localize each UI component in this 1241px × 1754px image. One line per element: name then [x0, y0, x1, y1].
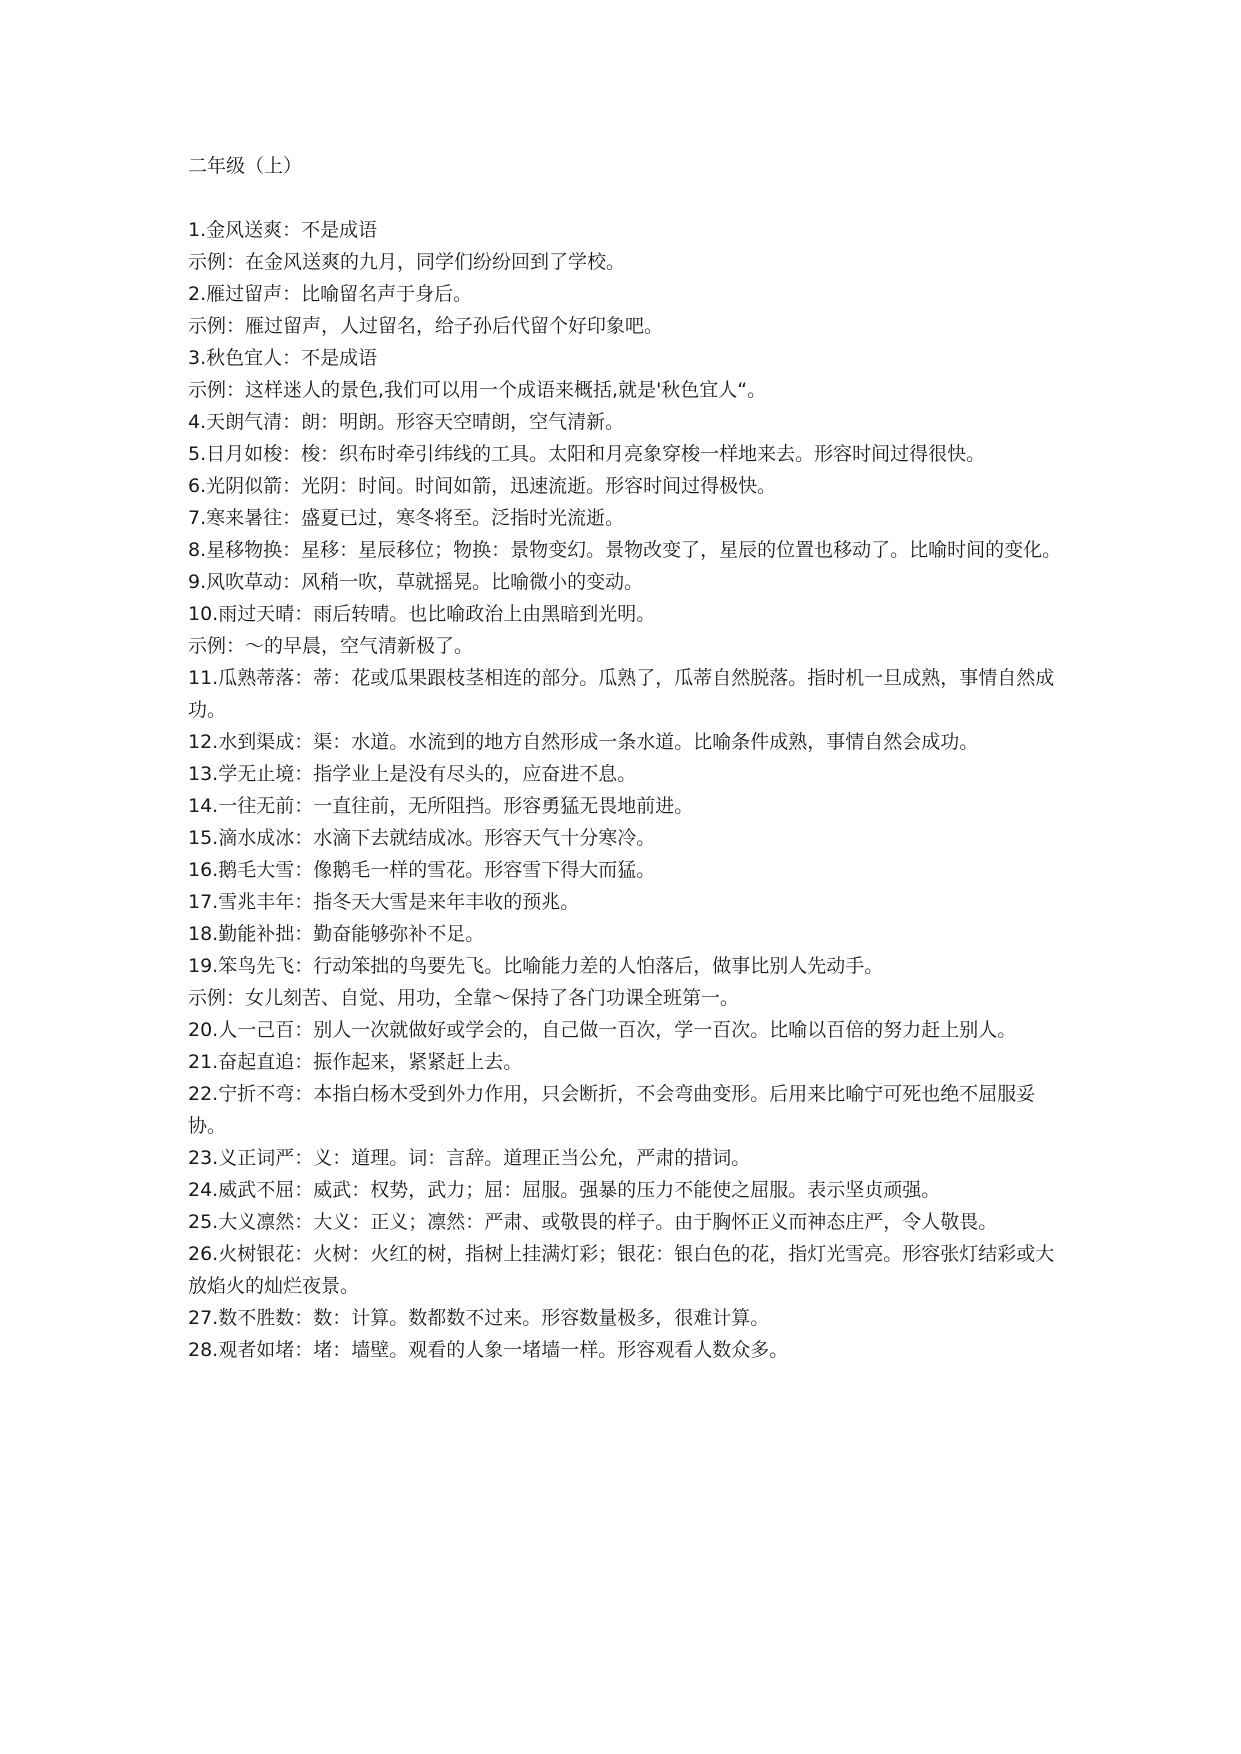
text-line: 7.寒来暑往：盛夏已过，寒冬将至。泛指时光流逝。 [188, 507, 625, 529]
text-line: 17.雪兆丰年：指冬天大雪是来年丰收的预兆。 [188, 891, 580, 913]
text-line: 28.观者如堵：堵：墙壁。观看的人象一堵墙一样。形容观看人数众多。 [188, 1339, 789, 1361]
text-line: 5.日月如梭：梭：织布时牵引纬线的工具。太阳和月亮象穿梭一样地来去。形容时间过得很快。 [188, 443, 986, 465]
text-line: 示例：在金风送爽的九月，同学们纷纷回到了学校。 [188, 251, 626, 273]
page-title: 二年级（上） [188, 155, 303, 177]
text-line: 3.秋色宜人：不是成语 [188, 347, 378, 369]
text-line: 10.雨过天晴：雨后转晴。也比喻政治上由黑暗到光明。 [188, 603, 656, 625]
text-line: 18.勤能补拙：勤奋能够弥补不足。 [188, 923, 485, 945]
text-line: 示例：女儿刻苦、自觉、用功，全靠～保持了各门功课全班第一。 [188, 987, 740, 1009]
text-line: 6.光阴似箭：光阴：时间。时间如箭，迅速流逝。形容时间过得极快。 [188, 475, 777, 497]
text-line: 示例：雁过留声，人过留名，给子孙后代留个好印象吧。 [188, 315, 664, 337]
text-line: 11.瓜熟蒂落：蒂：花或瓜果跟枝茎相连的部分。瓜熟了，瓜蒂自然脱落。指时机一旦成熟，事情自然成功。 [188, 667, 1055, 721]
text-line: 20.人一己百：别人一次就做好或学会的，自己做一百次，学一百次。比喻以百倍的努力赶上别人。 [188, 1019, 1017, 1041]
text-line: 示例：～的早晨，空气清新极了。 [188, 635, 474, 657]
text-line: 12.水到渠成：渠：水道。水流到的地方自然形成一条水道。比喻条件成熟，事情自然会成功。 [188, 731, 979, 753]
text-line: 23.义正词严：义：道理。词：言辞。道理正当公允，严肃的措词。 [188, 1147, 751, 1169]
text-line: 22.宁折不弯：本指白杨木受到外力作用，只会断折，不会弯曲变形。后用来比喻宁可死也绝不屈服妥协。 [188, 1083, 1036, 1137]
text-line: 13.学无止境：指学业上是没有尽头的，应奋进不息。 [188, 763, 637, 785]
text-line: 1.金风送爽：不是成语 [188, 219, 378, 241]
document-body [188, 150, 1068, 1366]
text-line: 8.星移物换：星移：星辰移位；物换：景物变幻。景物改变了，星辰的位置也移动了。比喻时间的变化。 [188, 539, 1062, 561]
text-line: 16.鹅毛大雪：像鹅毛一样的雪花。形容雪下得大而猛。 [188, 859, 656, 881]
text-line: 19.笨鸟先飞：行动笨拙的鸟要先飞。比喻能力差的人怕落后，做事比别人先动手。 [188, 955, 884, 977]
text-line: 4.天朗气清：朗：明朗。形容天空晴朗，空气清新。 [188, 411, 625, 433]
text-line: 2.雁过留声：比喻留名声于身后。 [188, 283, 473, 305]
text-line: 示例：这样迷人的景色,我们可以用一个成语来概括,就是'秋色宜人“。 [188, 379, 767, 401]
text-line: 15.滴水成冰：水滴下去就结成冰。形容天气十分寒冷。 [188, 827, 656, 849]
text-line: 26.火树银花：火树：火红的树，指树上挂满灯彩；银花：银白色的花，指灯光雪亮。形容张灯结彩或大放焰火的灿烂夜景。 [188, 1243, 1055, 1297]
text-line: 14.一往无前：一直往前，无所阻挡。形容勇猛无畏地前进。 [188, 795, 694, 817]
text-line: 21.奋起直追：振作起来，紧紧赶上去。 [188, 1051, 523, 1073]
idiom-list [188, 214, 1068, 1366]
text-line: 25.大义凛然：大义：正义；凛然：严肃、或敬畏的样子。由于胸怀正义而神态庄严，令人敬畏。 [188, 1211, 998, 1233]
text-line: 24.威武不屈：威武：权势，武力；屈：屈服。强暴的压力不能使之屈服。表示坚贞顽强。 [188, 1179, 941, 1201]
text-line: 9.风吹草动：风稍一吹，草就摇晃。比喻微小的变动。 [188, 571, 644, 593]
text-line: 27.数不胜数：数：计算。数都数不过来。形容数量极多，很难计算。 [188, 1307, 770, 1329]
